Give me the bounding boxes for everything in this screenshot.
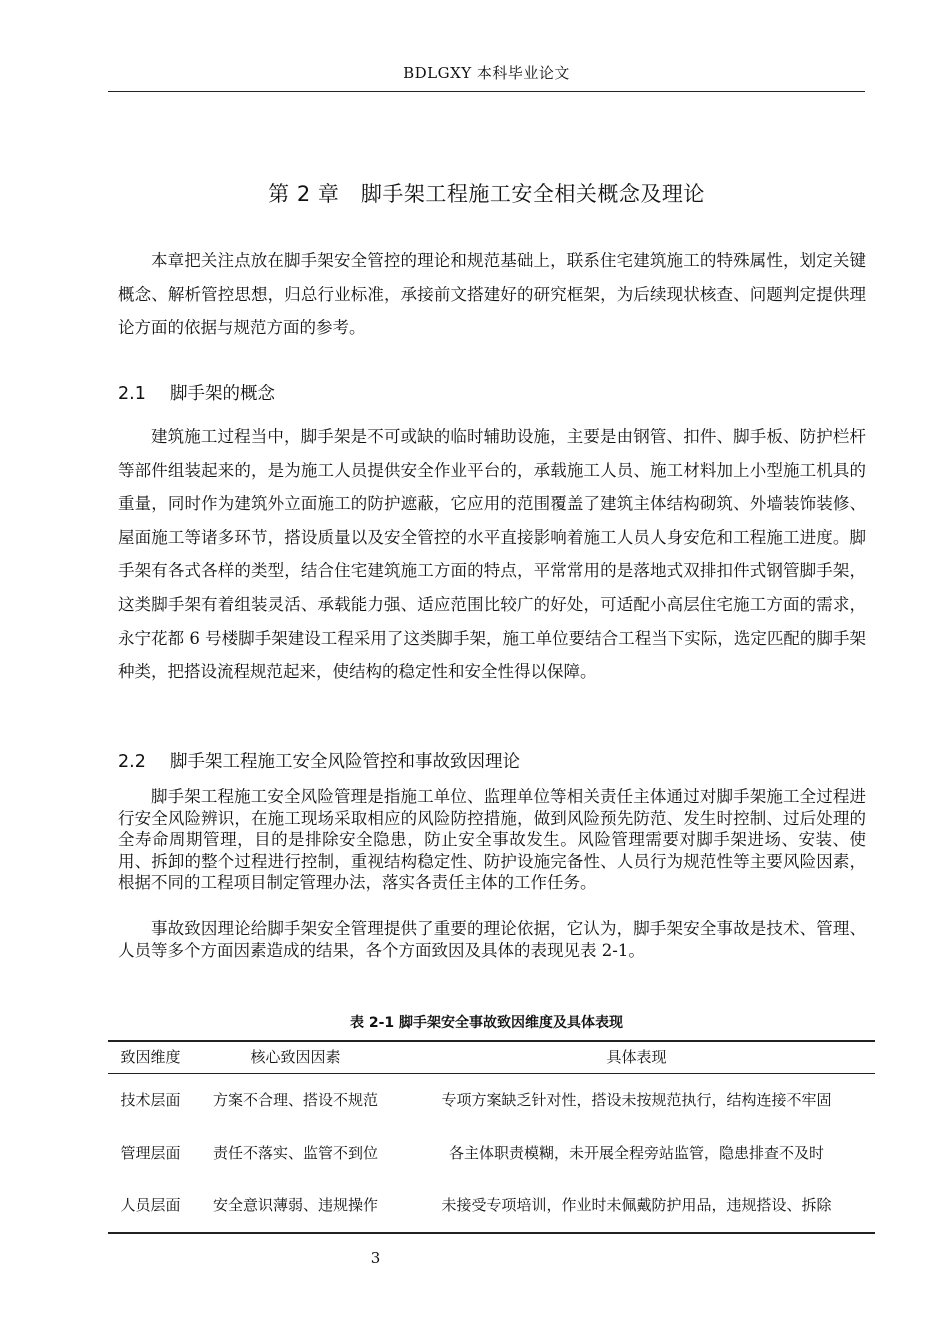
chapter-intro-paragraph: 本章把关注点放在脚手架安全管控的理论和规范基础上，联系住宅建筑施工的特殊属性，划定关键概念、解析管控思想，归总行业标准，承接前文搭建好的研究框架，为后续现状核查、问题判定提供理论方面的依据与规范方面的参考。: [118, 251, 866, 338]
header-rule: [108, 91, 865, 92]
section-title: 脚手架工程施工安全风险管控和事故致因理论: [170, 752, 520, 772]
section-number: 2.2: [118, 752, 146, 772]
table-header-cell: 核心致因因素: [193, 1041, 398, 1074]
running-header: BDLGXY 本科毕业论文: [403, 64, 570, 82]
section-title: 脚手架的概念: [170, 384, 275, 404]
table-header-cell: 具体表现: [398, 1041, 875, 1074]
page-number: 3: [370, 1249, 381, 1267]
section-2-2-paragraph-1: 脚手架工程施工安全风险管理是指施工单位、监理单位等相关责任主体通过对脚手架施工全过程进行安全风险辨识，在施工现场采取相应的风险防控措施，做到风险预先防范、发生时控制、过后处理的全寿命周期管理，目的是排除安全隐患，防止安全事故发生。风险管理需要对脚手架进场、安装、使用、拆卸的整个过程进行控制，重视结构稳定性、防护设施完备性、人员行为规范性等主要风险因素，根据不同的工程项目制定管理办法，落实各责任主体的工作任务。: [118, 787, 866, 892]
table-header-row: [108, 1041, 875, 1074]
table-cell: 责任不落实、监管不到位: [212, 1143, 378, 1162]
section-2-2-paragraph-2: 事故致因理论给脚手架安全管理提供了重要的理论依据，它认为，脚手架安全事故是技术、管理、人员等多个方面因素造成的结果，各个方面致因及具体的表现见表 2-1。: [118, 919, 866, 960]
section-number: 2.1: [118, 384, 146, 404]
chapter-title: 第 2 章 脚手架工程施工安全相关概念及理论: [268, 182, 705, 206]
table-cell: 各主体职责模糊，未开展全程旁站监管，隐患排查不及时: [448, 1143, 824, 1162]
section-2-2-heading: [118, 748, 520, 773]
table-header-cell: 致因维度: [108, 1041, 193, 1074]
section-2-1-body: 建筑施工过程当中，脚手架是不可或缺的临时辅助设施，主要是由钢管、扣件、脚手板、防护栏杆等部件组装起来的，是为施工人员提供安全作业平台的，承载施工人员、施工材料加上小型施工机具的重量，同时作为建筑外立面施工的防护遮蔽，它应用的范围覆盖了建筑主体结构砌筑、外墙装饰装修、屋面施工等诸多环节，搭设质量以及安全管控的水平直接影响着施工人员人身安危和工程施工进度。脚手架有各式各样的类型，结合住宅建筑施工方面的特点，平常常用的是落地式双排扣件式钢管脚手架，这类脚手架有着组装灵活、承载能力强、适应范围比较广的好处，可适配小高层住宅施工方面的需求，永宁花都 6 号楼脚手架建设工程采用了这类脚手架，施工单位要结合工程当下实际，选定匹配的脚手架种类，把搭设流程规范起来，使结构的稳定性和安全性得以保障。: [118, 427, 866, 682]
causation-table: [108, 1040, 875, 1234]
table-row: [108, 1074, 875, 1127]
table-cell: 方案不合理、搭设不规范: [212, 1090, 378, 1109]
table-row: [108, 1127, 875, 1180]
section-2-1-heading: [118, 380, 275, 405]
table-cell: 人员层面: [108, 1180, 193, 1233]
table-row: [108, 1180, 875, 1233]
table-cell: 未接受专项培训，作业时未佩戴防护用品，违规搭设、拆除: [398, 1180, 875, 1233]
table-caption: 表 2-1 脚手架安全事故致因维度及具体表现: [349, 1015, 624, 1031]
table-cell: 安全意识薄弱、违规操作: [193, 1180, 398, 1233]
table-cell: 技术层面: [120, 1090, 181, 1109]
table-cell: 管理层面: [120, 1143, 181, 1162]
table-cell: 专项方案缺乏针对性，搭设未按规范执行，结构连接不牢固: [441, 1090, 832, 1109]
